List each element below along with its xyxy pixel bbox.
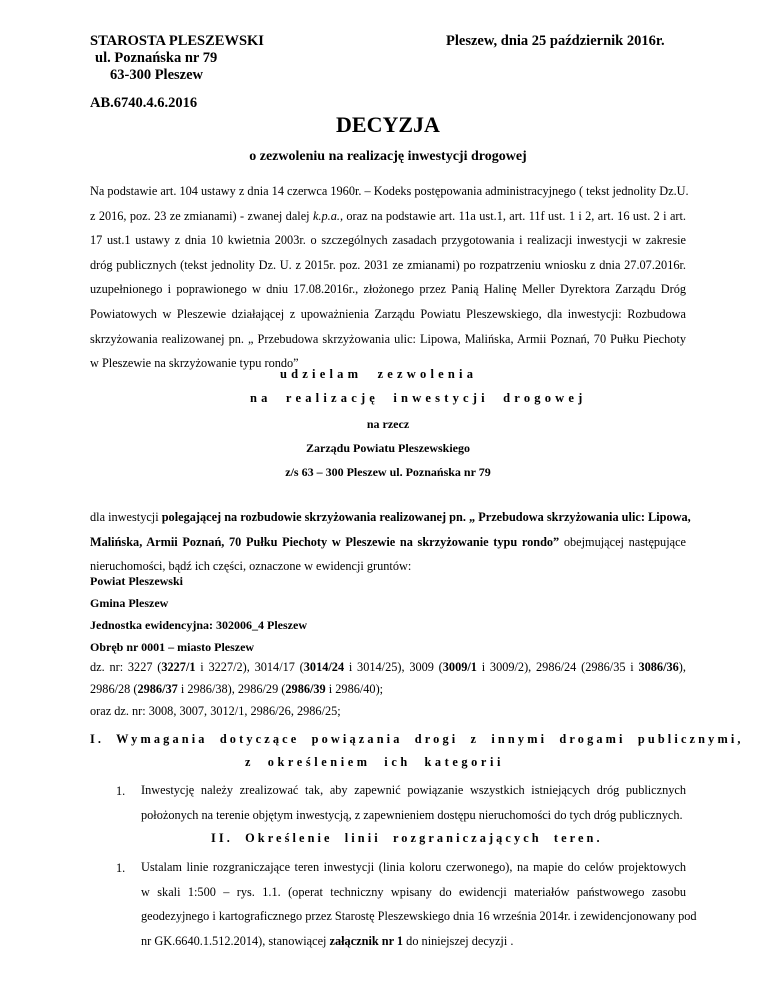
legal-basis-paragraph xyxy=(90,179,689,376)
section-2-item xyxy=(141,855,697,953)
precinct: Obręb nr 0001 – miasto Pleszew xyxy=(90,640,255,654)
intro-line-part: z 2016, poz. 23 ze zmianami) - zwanej dalej xyxy=(90,208,313,223)
section-1-item-number: 1. xyxy=(116,784,126,798)
section-2-text: nr GK.6640.1.512.2014), stanowiącej xyxy=(141,933,330,948)
commune: Gmina Pleszew xyxy=(90,596,169,610)
investment-line xyxy=(90,505,691,530)
place-and-date: Pleszew, dnia 25 październik 2016r. xyxy=(446,33,665,49)
section-1-title: I. Wymagania dotyczące powiązania drogi z innymi drogami publicznymi, xyxy=(90,732,744,746)
beneficiary-address: z/s 63 – 300 Pleszew ul. Poznańska nr 79 xyxy=(285,465,491,479)
parcel-new: 3009/1 xyxy=(442,660,477,674)
investment-text-bold: Malińska, Armii Poznań, 70 Pułku Piechoty w Pleszewie na skrzyżowanie typu rondo” xyxy=(90,534,560,549)
document-title: DECYZJA xyxy=(336,112,440,137)
parcels-line xyxy=(90,656,686,678)
parcel-text: i 2986/38), 2986/29 ( xyxy=(177,682,286,696)
intro-line: skrzyżowania realizowanej pn. „ Przebudowa skrzyżowania ulic: Lipowa, Malińska, Armii Poznań, 70 Pułku Piechoty xyxy=(90,331,686,346)
parcel-text: 2986/28 ( xyxy=(90,682,138,696)
county: Powiat Pleszewski xyxy=(90,574,183,588)
parcel-text: i 3009/2), 2986/24 (2986/35 i xyxy=(476,660,639,674)
parcel-new: 3227/1 xyxy=(161,660,196,674)
parcel-new: 2986/39 xyxy=(285,682,326,696)
parcel-text: i 3227/2), 3014/17 ( xyxy=(195,660,304,674)
section-2-line xyxy=(141,929,686,954)
reference-number: AB.6740.4.6.2016 xyxy=(90,95,198,111)
parcel-text: i 3014/25), 3009 ( xyxy=(344,660,443,674)
investment-line xyxy=(90,530,686,555)
parcel-new: 3014/24 xyxy=(303,660,345,674)
section-1-title-cont: z określeniem ich kategorii xyxy=(245,755,505,769)
parcels-line: oraz dz. nr: 3008, 3007, 3012/1, 2986/26, 2986/25; xyxy=(90,704,341,718)
authority-name: STAROSTA PLESZEWSKI xyxy=(90,33,264,49)
parcels-line xyxy=(90,678,686,700)
intro-line xyxy=(90,204,686,229)
section-2-line: Ustalam linie rozgraniczające teren inwestycji (linia koloru czerwonego), na mapie do celów projektowych xyxy=(141,860,686,874)
document-subtitle: o zezwoleniu na realizację inwestycji drogowej xyxy=(249,149,527,164)
section-2-text: do niniejszej decyzji . xyxy=(403,933,514,948)
parcel-text: dz. nr: 3227 ( xyxy=(90,660,162,674)
attachment-reference: załącznik nr 1 xyxy=(329,933,404,948)
intro-line-part: oraz na podstawie art. 11a ust.1, art. 11f ust. 1 i 2, art. 16 ust. 2 i art. xyxy=(343,208,687,223)
section-2-item-number: 1. xyxy=(116,861,126,875)
intro-line: uzupełnionego i poprawionego w dniu 17.08.2016r., złożonego przez Panią Halinę Meller Dyrektora Zarządu Dróg xyxy=(90,282,686,297)
kpa-abbrev: k.p.a., xyxy=(312,208,344,223)
parcel-new: 2986/37 xyxy=(137,682,178,696)
parcel-text: i 2986/40); xyxy=(325,682,384,696)
section-1-line: położonych na terenie objętym inwestycją, z zapewnieniem dostępu nieruchomości do tych dróg publicznych. xyxy=(141,807,683,822)
authority-street: ul. Poznańska nr 79 xyxy=(95,50,218,66)
investment-line: nieruchomości, bądź ich części, oznaczone w ewidencji gruntów: xyxy=(90,559,412,574)
investment-text-bold: polegającej na rozbudowie skrzyżowania realizowanej pn. „ Przebudowa skrzyżowania ulic: Lipowa, xyxy=(161,510,691,524)
grant-object: na realizację inwestycji drogowej xyxy=(250,391,587,405)
investment-text: dla inwestycji xyxy=(90,510,162,524)
section-2-line: w skali 1:500 – rys. 1.1. (operat techniczny wpisany do ewidencji materiałów państwowego zasobu xyxy=(141,884,686,899)
registry-unit: Jednostka ewidencyjna: 302006_4 Pleszew xyxy=(90,618,307,632)
grant-statement: udzielam zezwolenia xyxy=(280,367,478,381)
intro-line: w Pleszewie na skrzyżowanie typu rondo” xyxy=(90,356,299,371)
intro-line: Na podstawie art. 104 ustawy z dnia 14 czerwca 1960r. – Kodeks postępowania administracyjnego ( tekst jednolity Dz.U. xyxy=(90,184,689,198)
intro-line: 17 ust.1 ustawy z dnia 10 kwietnia 2003r. o szczególnych zasadach przygotowania i realizacji inwestycji w zakresie xyxy=(90,233,686,248)
intro-line: dróg publicznych (tekst jednolity Dz. U. z 2015r. poz. 2031 ze zmianami) po rozpatrzeniu wniosku z dnia 27.07.2016r. xyxy=(90,257,686,272)
parcel-new: 3086/36 xyxy=(638,660,679,674)
investment-text: obejmującej następujące xyxy=(559,534,686,549)
section-1-line: Inwestycję należy zrealizować tak, aby zapewnić powiązanie wszystkich istniejących dróg publicznych xyxy=(141,783,686,797)
parcel-text: ), xyxy=(678,660,686,674)
intro-line: Powiatowych w Pleszewie działającej z upoważnienia Zarządu Powiatu Pleszewskiego, dla inwestycji: Rozbudowa xyxy=(90,306,686,321)
beneficiary-intro: na rzecz xyxy=(366,417,410,431)
section-1-item xyxy=(141,778,686,827)
beneficiary-name: Zarządu Powiatu Pleszewskiego xyxy=(306,441,470,455)
section-2-title: II. Określenie linii rozgraniczających teren. xyxy=(211,831,603,845)
section-2-line: geodezyjnego i kartograficznego przez Starostę Pleszewskiego dnia 16 września 2014r. i zewidencjonowany pod xyxy=(141,909,697,924)
investment-paragraph xyxy=(90,505,691,579)
parcels-list xyxy=(90,656,686,722)
authority-postal: 63-300 Pleszew xyxy=(110,67,204,83)
